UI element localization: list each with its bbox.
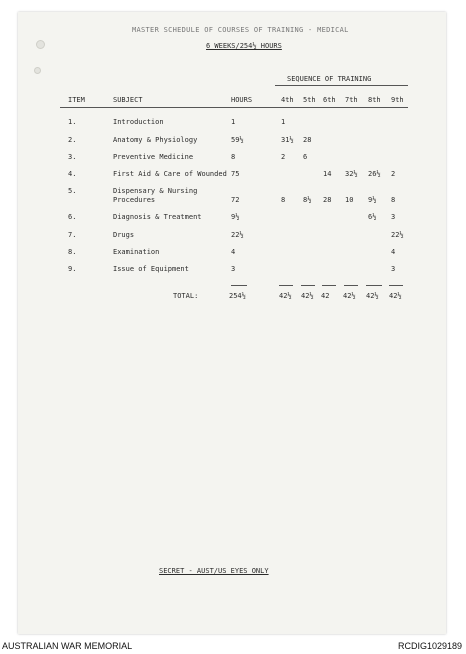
row-cell-w4: 31½ (281, 136, 294, 144)
total-underline (322, 285, 336, 286)
punch-hole-mark (34, 67, 41, 74)
row-item-number: 1. (68, 118, 77, 126)
row-cell-w9: 3 (391, 265, 396, 273)
row-cell-hours: 3 (231, 265, 236, 273)
row-subject: Examination (113, 248, 160, 256)
total-hours: 254½ (229, 292, 246, 300)
sequence-heading-rule (275, 85, 408, 86)
row-cell-w8: 9½ (368, 196, 377, 204)
row-cell-w9: 2 (391, 170, 396, 178)
row-item-number: 9. (68, 265, 77, 273)
document-page (18, 12, 446, 634)
total-label: TOTAL: (173, 292, 199, 300)
row-cell-w8: 26½ (368, 170, 381, 178)
row-subject: Anatomy & Physiology (113, 136, 198, 144)
total-underline (231, 285, 247, 286)
row-item-number: 5. (68, 187, 77, 195)
document-subtitle: 6 WEEKS/254½ HOURS (206, 42, 282, 50)
security-classification: SECRET - AUST/US EYES ONLY (159, 567, 269, 575)
total-w8: 42½ (366, 292, 379, 300)
total-w4: 42½ (279, 292, 292, 300)
row-item-number: 7. (68, 231, 77, 239)
total-w7: 42½ (343, 292, 356, 300)
row-item-number: 3. (68, 153, 77, 161)
row-cell-hours: 9½ (231, 213, 240, 221)
archive-reference: RCDIG1029189 (397, 641, 462, 651)
column-header-w7: 7th (345, 96, 358, 104)
header-rule (60, 107, 408, 108)
row-cell-w5: 8½ (303, 196, 312, 204)
row-cell-w4: 2 (281, 153, 286, 161)
row-cell-hours: 59½ (231, 136, 244, 144)
total-underline (301, 285, 315, 286)
column-header-w4: 4th (281, 96, 294, 104)
total-w6: 42 (321, 292, 330, 300)
row-cell-w9: 4 (391, 248, 396, 256)
punch-hole-mark (36, 40, 45, 49)
row-cell-hours: 1 (231, 118, 236, 126)
column-header-w6: 6th (323, 96, 336, 104)
document-title: MASTER SCHEDULE OF COURSES OF TRAINING - MEDICAL (132, 26, 349, 34)
row-item-number: 4. (68, 170, 77, 178)
row-cell-w4: 1 (281, 118, 286, 126)
row-subject: Dispensary & Nursing (113, 187, 198, 195)
row-cell-w6: 28 (323, 196, 332, 204)
row-subject: Drugs (113, 231, 135, 239)
total-w9: 42½ (389, 292, 402, 300)
row-cell-hours: 72 (231, 196, 240, 204)
row-item-number: 8. (68, 248, 77, 256)
column-header-w9: 9th (391, 96, 404, 104)
row-cell-hours: 8 (231, 153, 236, 161)
row-cell-w5: 6 (303, 153, 308, 161)
row-cell-w6: 14 (323, 170, 332, 178)
row-cell-w8: 6½ (368, 213, 377, 221)
column-header-w8: 8th (368, 96, 381, 104)
total-underline (366, 285, 382, 286)
row-cell-w7: 32½ (345, 170, 358, 178)
row-subject: Preventive Medicine (113, 153, 194, 161)
total-underline (344, 285, 358, 286)
row-cell-hours: 4 (231, 248, 236, 256)
column-header-hours: HOURS (231, 96, 253, 104)
row-subject: Introduction (113, 118, 164, 126)
total-underline (389, 285, 403, 286)
row-cell-hours: 22½ (231, 231, 244, 239)
sequence-heading: SEQUENCE OF TRAINING (287, 75, 372, 83)
row-cell-w5: 28 (303, 136, 312, 144)
archive-name: AUSTRALIAN WAR MEMORIAL (2, 641, 133, 651)
total-underline (279, 285, 293, 286)
row-subject: Issue of Equipment (113, 265, 189, 273)
row-cell-w4: 8 (281, 196, 286, 204)
row-cell-hours: 75 (231, 170, 240, 178)
row-cell-w9: 22½ (391, 231, 404, 239)
column-header-subject: SUBJECT (113, 96, 143, 104)
row-cell-w9: 3 (391, 213, 396, 221)
row-item-number: 6. (68, 213, 77, 221)
row-item-number: 2. (68, 136, 77, 144)
row-subject: Diagnosis & Treatment (113, 213, 202, 221)
row-cell-w7: 10 (345, 196, 354, 204)
column-header-w5: 5th (303, 96, 316, 104)
column-header-item: ITEM (68, 96, 85, 104)
row-cell-w9: 8 (391, 196, 396, 204)
row-subject: Procedures (113, 196, 156, 204)
row-subject: First Aid & Care of Wounded (113, 170, 227, 178)
total-w5: 42½ (301, 292, 314, 300)
